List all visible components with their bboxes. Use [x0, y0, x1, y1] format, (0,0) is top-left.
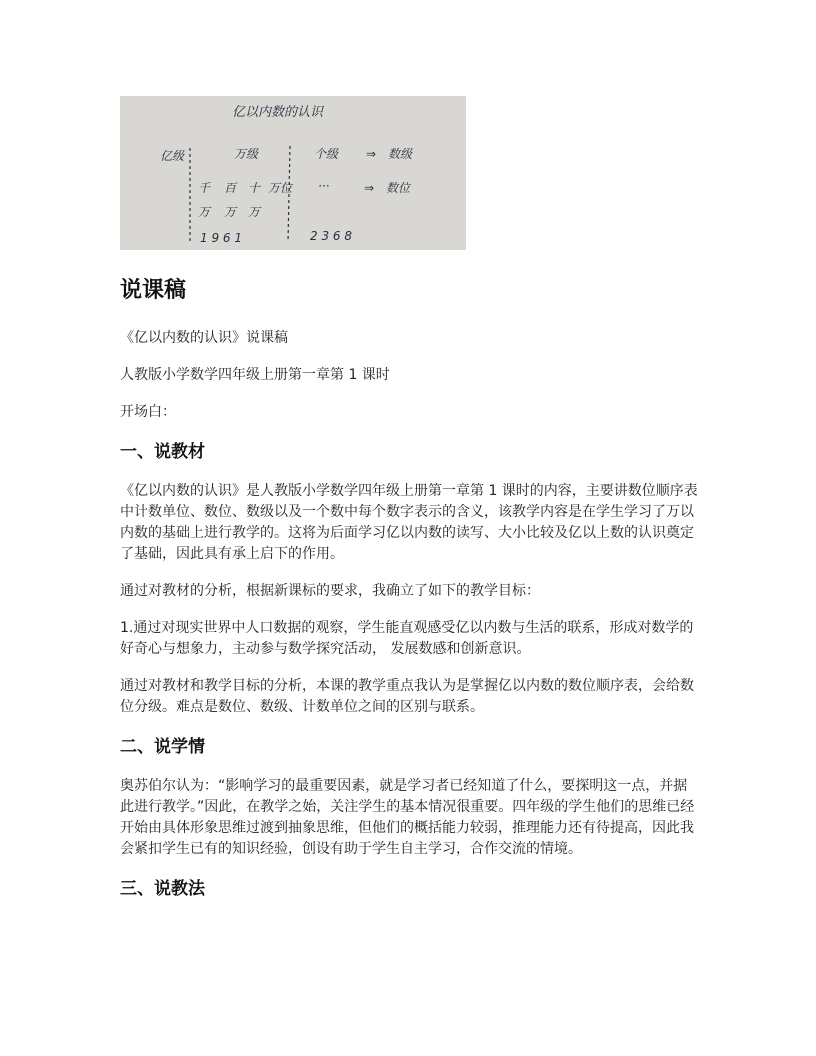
note-label-yi: 亿级 [160, 149, 185, 163]
handwritten-note-drawing [120, 96, 466, 250]
note-arrow-2: ⇒ [364, 181, 375, 195]
section-heading-textbook: 一、说教材 [120, 442, 205, 462]
handwritten-note-photo [120, 96, 466, 250]
note-digits-right: 2 3 6 8 [310, 229, 352, 243]
note-label-shuwei: 数位 [386, 181, 411, 195]
section1-paragraph-3: 1.通过对现实世界中人口数据的观察，学生能直观感受亿以内数与生活的联系，形成对数学的好奇心与想象力，主动参与数学探究活动， 发展数感和创新意识。 [120, 620, 694, 657]
section1-paragraph-4: 通过对教材和教学目标的分析，本课的教学重点我认为是掌握亿以内数的数位顺序表，会给数位分级。难点是数位、数级、计数单位之间的区别与联系。 [120, 678, 694, 715]
section2-paragraph-1: 奥苏伯尔认为：“影响学习的最重要因素，就是学习者已经知道了什么，要探明这一点，并据此进行教学。”因此，在教学之始，关注学生的基本情况很重要。四年级的学生他们的思维已经开始由具体形象思维过渡到抽象思维，但他们的概括能力较弱，推理能力还有待提高，因此我会紧扣学生已有的知识经验，创设有助于学生自主学习，合作交流的情境。 [120, 778, 695, 857]
note-label-wan-3: 万 [248, 205, 261, 219]
note-title: 亿以内数的认识 [232, 105, 324, 120]
document-subtitle: 《亿以内数的认识》说课稿 [120, 330, 288, 346]
note-label-wan-1: 万 [198, 205, 211, 219]
note-arrow-1: ⇒ [366, 147, 377, 161]
note-digits-left: 1 9 6 1 [200, 231, 242, 245]
note-label-wan: 万级 [234, 147, 259, 161]
section-heading-methods: 三、说教法 [120, 879, 205, 899]
note-label-wanwei: 万位 [268, 181, 293, 195]
document-title: 说课稿 [120, 278, 187, 303]
note-label-ge: 个级 [314, 147, 339, 161]
section1-paragraph-1: 《亿以内数的认识》是人教版小学数学四年级上册第一章第 1 课时的内容，主要讲数位顺序表中计数单位、数位、数级以及一个数中每个数字表示的含义，该教学内容是在学生学习了万以内数的基础上进行教学的。这将为后面学习亿以内数的读写、大小比较及亿以上数的认识奠定了基础，因此具有承上启下的作用。 [120, 483, 698, 562]
note-label-wan-2: 万 [224, 205, 237, 219]
note-label-qian: 千 [198, 181, 211, 195]
document-page [120, 96, 700, 902]
section1-paragraph-2: 通过对教材的分析，根据新课标的要求，我确立了如下的教学目标： [120, 583, 540, 599]
opening-label: 开场白： [120, 404, 176, 420]
note-label-shi: 十 [248, 181, 261, 195]
note-label-bai: 百 [224, 181, 237, 195]
grade-info: 人教版小学数学四年级上册第一章第 1 课时 [120, 367, 390, 383]
note-label-shuji: 数级 [388, 147, 413, 161]
note-label-dots: ··· [318, 179, 330, 193]
section-heading-students: 二、说学情 [120, 737, 205, 757]
